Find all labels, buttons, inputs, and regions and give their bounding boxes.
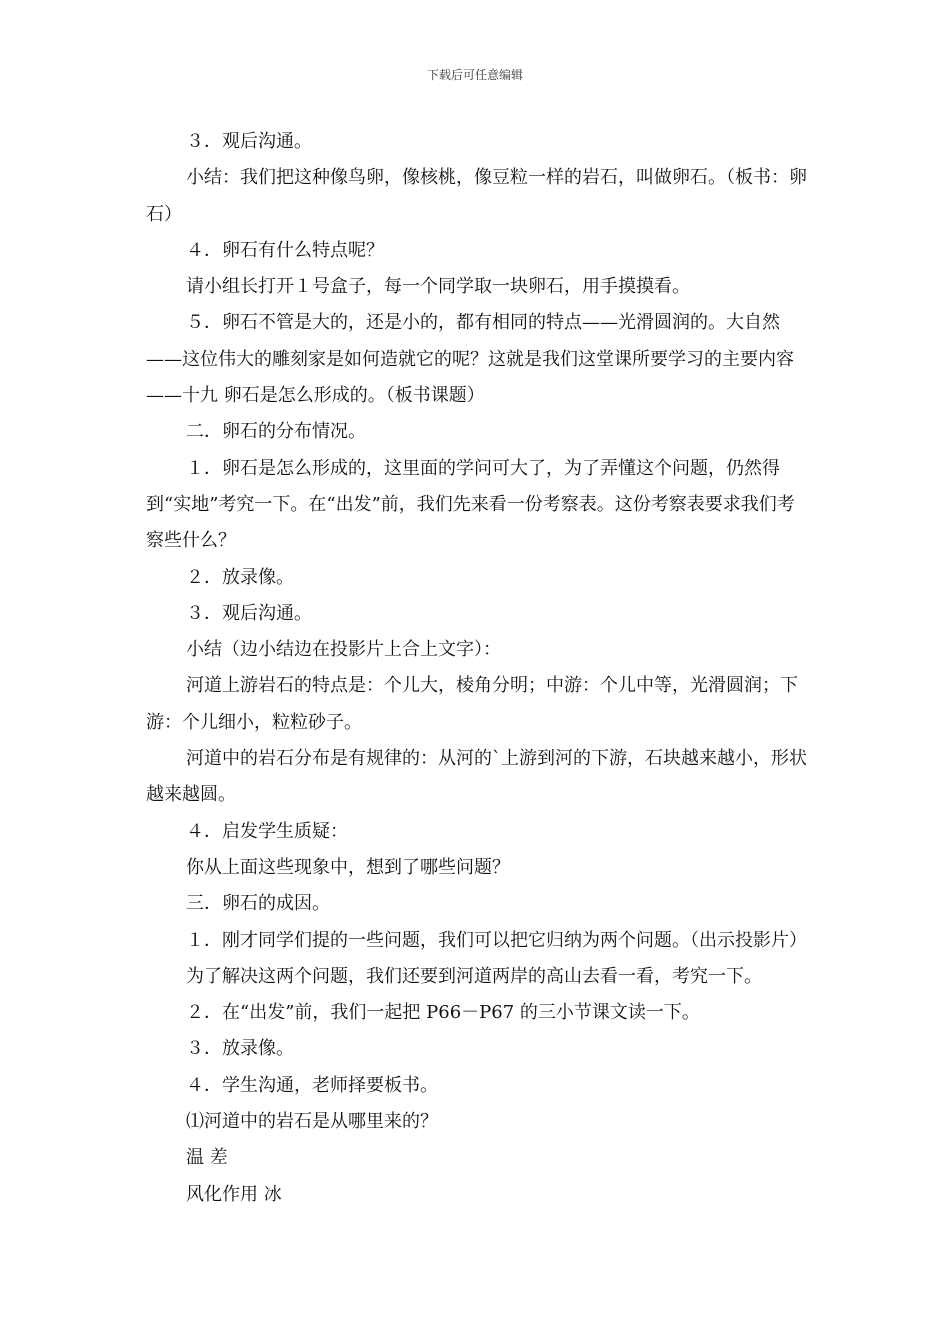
paragraph: ３．放录像。 — [186, 1038, 294, 1060]
section-heading: 二．卵石的分布情况。 — [186, 421, 366, 443]
paragraph: ２．在“出发”前，我们一起把 P66－P67 的三小节课文读一下。 — [186, 1002, 700, 1024]
paragraph: 你从上面这些现象中，想到了哪些问题？ — [186, 856, 510, 878]
paragraph: ３．观后沟通。 — [186, 131, 312, 152]
paragraph: ４．卵石有什么特点呢？ — [186, 239, 384, 261]
paragraph: ５．卵石不管是大的，还是小的，都有相同的特点——光滑圆润的。大自然——这位伟大的雕刻家是如何造就它的呢？这就是我们这堂课所要学习的主要内容——十九 卵石是怎么形成的。（板书课题） — [146, 312, 794, 407]
paragraph: １．刚才同学们提的一些问题，我们可以把它归纳为两个问题。（出示投影片） — [186, 929, 807, 951]
paragraph: ⑴河道中的岩石是从哪里来的？ — [186, 1111, 438, 1133]
paragraph: ２．放录像。 — [186, 566, 294, 588]
paragraph: １．卵石是怎么形成的，这里面的学问可大了，为了弄懂这个问题，仍然得到“实地”考究一下。在“出发”前，我们先来看一份考察表。这份考察表要求我们考察些什么？ — [146, 457, 795, 552]
paragraph: ３．观后沟通。 — [186, 602, 312, 624]
paragraph: 小结（边小结边在投影片上合上文字）： — [186, 639, 501, 661]
board-note: 风化作用 冰 — [186, 1183, 282, 1205]
document-body — [146, 124, 812, 1213]
paragraph: ４．启发学生质疑： — [186, 820, 348, 842]
section-heading: 三．卵石的成因。 — [186, 893, 330, 915]
paragraph: 为了解决这两个问题，我们还要到河道两岸的高山去看一看，考究一下。 — [186, 965, 762, 987]
page-header: 下载后可任意编辑 — [426, 68, 523, 82]
paragraph: 河道中的岩石分布是有规律的：从河的`上游到河的下游，石块越来越小，形状越来越圆。 — [146, 748, 807, 806]
board-note: 温 差 — [186, 1147, 228, 1169]
paragraph: 河道上游岩石的特点是：个儿大，棱角分明；中游：个儿中等，光滑圆润；下游：个儿细小，粒粒砂子。 — [146, 675, 798, 733]
paragraph: ４．学生沟通，老师择要板书。 — [186, 1074, 438, 1096]
paragraph: 小结：我们把这种像鸟卵，像核桃，像豆粒一样的岩石，叫做卵石。（板书：卵石） — [146, 167, 807, 225]
paragraph: 请小组长打开１号盒子，每一个同学取一块卵石，用手摸摸看。 — [186, 276, 690, 298]
